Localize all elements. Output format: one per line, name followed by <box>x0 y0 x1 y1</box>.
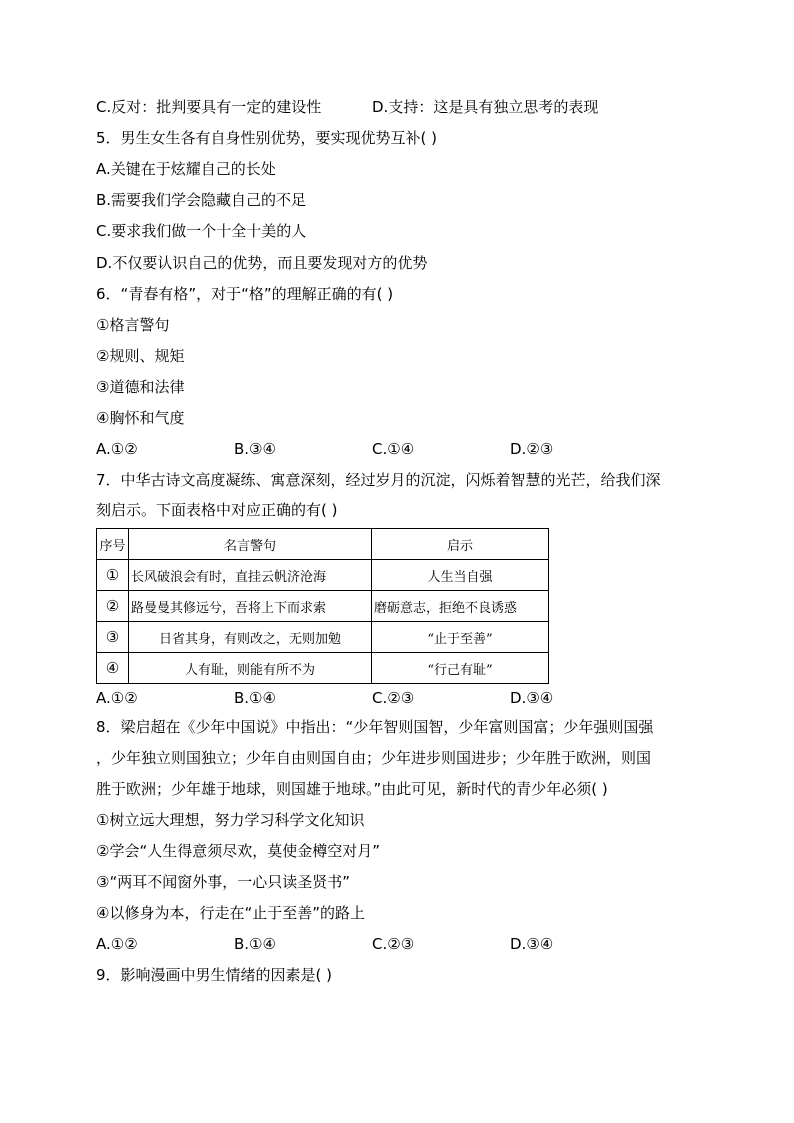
q7-row2-index: ② <box>97 591 129 622</box>
q7-row1-quote: 长风破浪会有时，直挂云帆济沧海 <box>129 560 372 591</box>
q7-row2-quote: 路曼曼其修远兮，吾将上下而求索 <box>129 591 372 622</box>
q6-stem: 6．“青春有格”，对于“格”的理解正确的有( ) <box>96 285 394 303</box>
q6-option-c: C.①④ <box>372 440 415 458</box>
q8-option-b: B.①④ <box>234 935 276 953</box>
q6-item-1: ①格言警句 <box>96 316 170 334</box>
q7-row3-index: ③ <box>97 622 129 653</box>
q7-option-a: A.①② <box>96 689 138 707</box>
table-row <box>97 560 549 591</box>
q8-item-1: ①树立远大理想，努力学习科学文化知识 <box>96 811 365 829</box>
q8-option-a: A.①② <box>96 935 138 953</box>
q9-stem: 9．影响漫画中男生情绪的因素是( ) <box>96 966 333 984</box>
q7-stem-line2: 刻启示。下面表格中对应正确的有( ) <box>96 501 338 519</box>
table-row <box>97 591 549 622</box>
q8-option-c: C.②③ <box>372 935 415 953</box>
q5-option-c: C.要求我们做一个十全十美的人 <box>96 222 307 240</box>
q7-header-hint: 启示 <box>372 529 549 560</box>
q8-item-4: ④以修身为本，行走在“止于至善”的路上 <box>96 904 365 922</box>
q7-row3-hint: “止于至善” <box>372 622 549 653</box>
q8-stem-line1: 8．梁启超在《少年中国说》中指出：“少年智则国智，少年富则国富；少年强则国强 <box>96 718 654 736</box>
q8-stem-line2: ，少年独立则国独立；少年自由则国自由；少年进步则国进步；少年胜于欧洲，则国 <box>96 749 652 767</box>
q7-option-b: B.①④ <box>234 689 276 707</box>
q7-header-index: 序号 <box>97 529 129 560</box>
q8-item-3: ③“两耳不闻窗外事，一心只读圣贤书” <box>96 873 350 891</box>
q7-row4-quote: 人有耻，则能有所不为 <box>129 653 372 684</box>
q7-option-d: D.③④ <box>510 689 554 707</box>
q8-option-d: D.③④ <box>510 935 554 953</box>
q6-option-d: D.②③ <box>510 440 554 458</box>
q4-option-d: D.支持：这是具有独立思考的表现 <box>372 98 599 116</box>
table-row <box>97 622 549 653</box>
q7-header-quote: 名言警句 <box>129 529 372 560</box>
q7-table <box>96 528 549 684</box>
q4-option-c: C.反对：批判要具有一定的建设性 <box>96 98 322 116</box>
q8-item-2: ②学会“人生得意须尽欢，莫使金樽空对月” <box>96 842 380 860</box>
q7-table-header <box>97 529 549 560</box>
q7-row4-index: ④ <box>97 653 129 684</box>
q7-stem-line1: 7．中华古诗文高度凝练、寓意深刻，经过岁月的沉淀，闪烁着智慧的光芒，给我们深 <box>96 471 661 489</box>
q7-row1-hint: 人生当自强 <box>372 560 549 591</box>
q7-row2-hint: 磨砺意志，拒绝不良诱惑 <box>372 591 549 622</box>
q5-option-d: D.不仅要认识自己的优势，而且要发现对方的优势 <box>96 254 428 272</box>
q6-option-a: A.①② <box>96 440 138 458</box>
q7-option-c: C.②③ <box>372 689 415 707</box>
table-row <box>97 653 549 684</box>
q5-option-a: A.关键在于炫耀自己的长处 <box>96 160 276 178</box>
q8-stem-line3: 胜于欧洲；少年雄于地球，则国雄于地球。”由此可见，新时代的青少年必须( ) <box>96 780 608 798</box>
q6-item-3: ③道德和法律 <box>96 378 185 396</box>
q7-row1-index: ① <box>97 560 129 591</box>
q6-item-4: ④胸怀和气度 <box>96 409 185 427</box>
q5-stem: 5．男生女生各有自身性别优势，要实现优势互补( ) <box>96 129 438 147</box>
q6-option-b: B.③④ <box>234 440 276 458</box>
q5-option-b: B.需要我们学会隐藏自己的不足 <box>96 191 307 209</box>
q7-row4-hint: “行己有耻” <box>372 653 549 684</box>
q6-item-2: ②规则、规矩 <box>96 347 185 365</box>
q7-row3-quote: 日省其身，有则改之，无则加勉 <box>129 622 372 653</box>
